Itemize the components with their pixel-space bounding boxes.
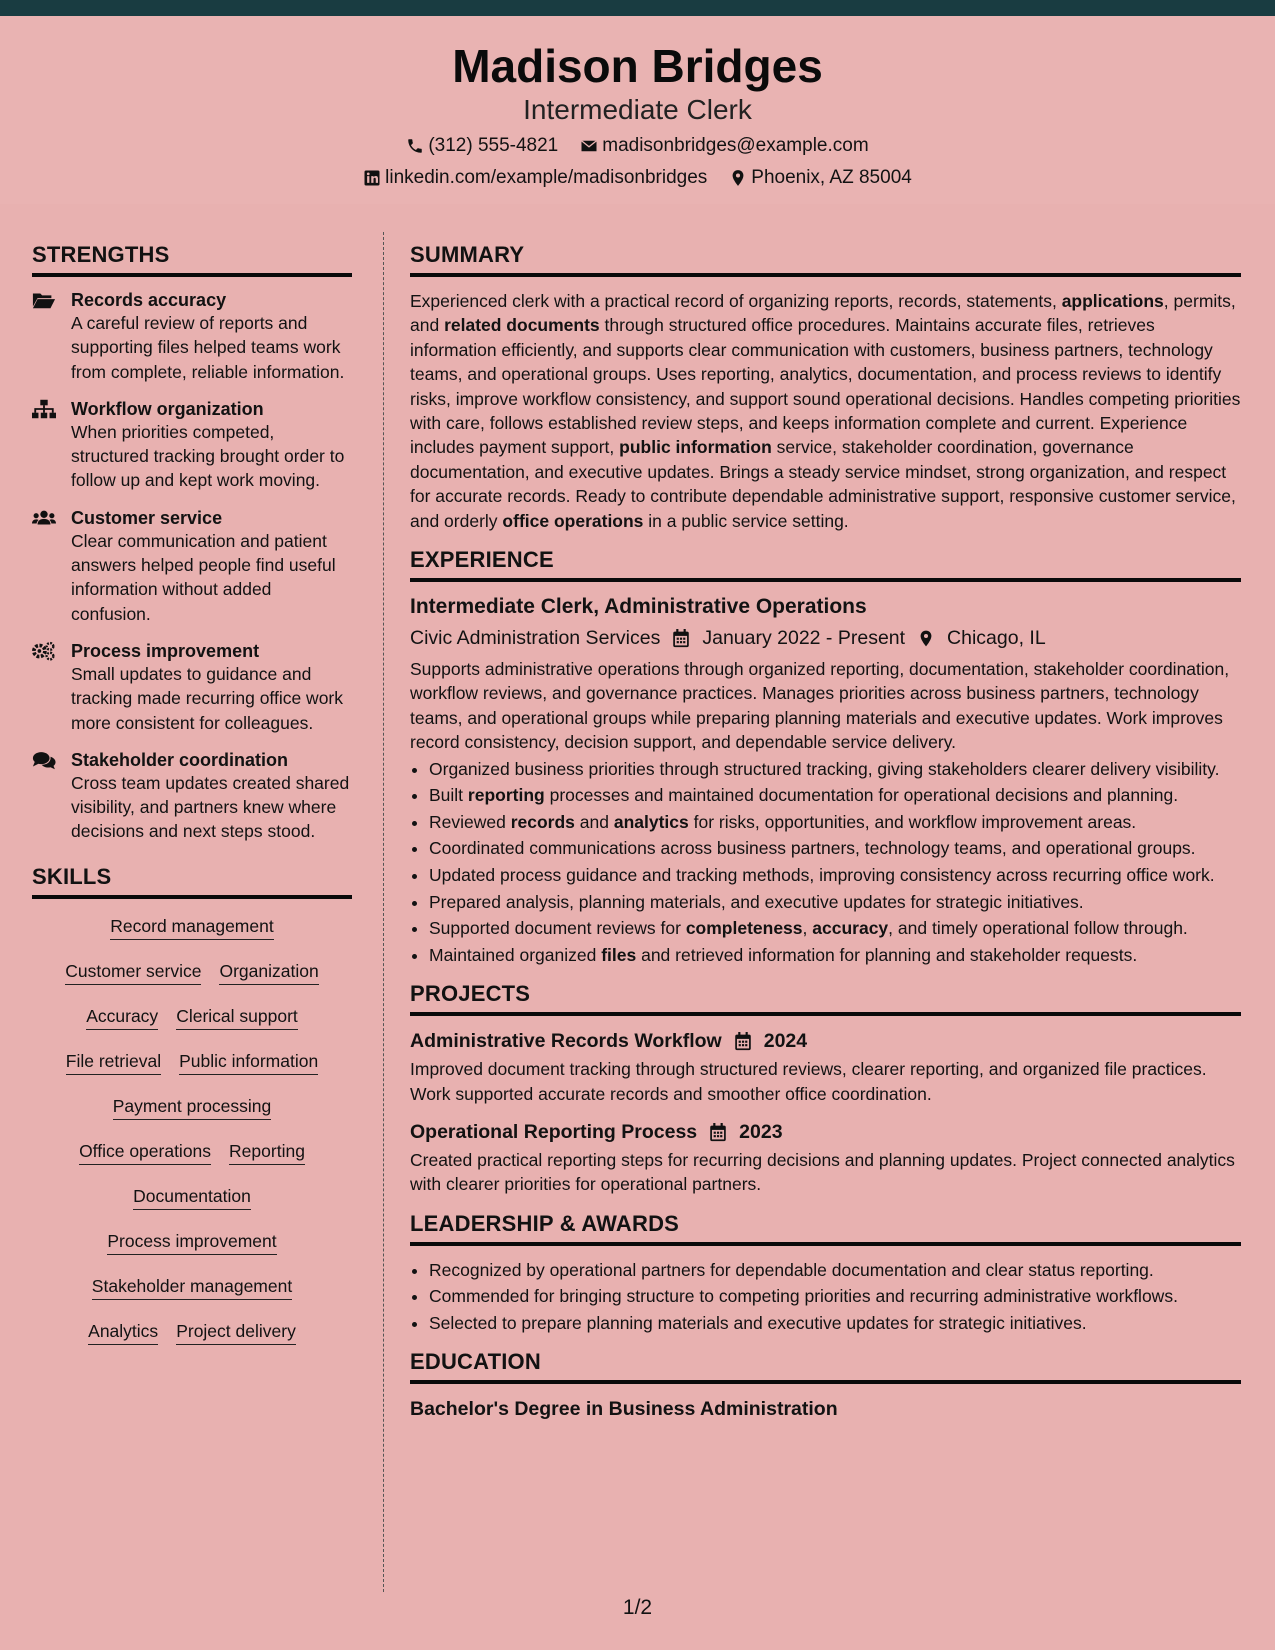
bullet-part: Built — [429, 785, 468, 806]
bullet-part: , — [802, 918, 813, 939]
strengths-heading: STRENGTHS — [32, 244, 352, 277]
strength-item — [32, 749, 352, 844]
company-name: Civic Administration Services — [410, 627, 661, 650]
job-bullet: • Updated process guidance and tracking methods, improving consistency across recurring office work. — [429, 863, 1241, 887]
skills-heading: SKILLS — [32, 866, 352, 899]
skill-row — [32, 1095, 352, 1140]
skill-row — [32, 1185, 352, 1230]
job-description: Supports administrative operations through organized reporting, documentation, stakeholder coordination, workflow reviews, and governance practices. Manages priorities across business partners, technology teams, and operational groups while preparing planning materials and executive updates. Work improves record consistency, decision support, and dependable service delivery. — [410, 659, 1230, 753]
skill-row — [32, 1230, 352, 1275]
leadership-list — [410, 1258, 1241, 1336]
skill-tag: Analytics — [88, 1320, 158, 1345]
strength-item — [32, 398, 352, 493]
candidate-name: Madison Bridges — [452, 40, 823, 92]
gears-icon — [32, 641, 56, 661]
calendar-icon — [672, 629, 690, 648]
comments-icon — [32, 750, 56, 770]
sitemap-icon — [32, 399, 56, 419]
email-text[interactable]: madisonbridges@example.com — [602, 135, 869, 156]
strength-title: Process improvement — [71, 640, 260, 661]
summary-keyword: related documents — [444, 315, 600, 336]
project-year: 2024 — [763, 1030, 808, 1053]
skill-tag: Customer service — [65, 960, 201, 985]
page-number: 1/2 — [622, 1596, 653, 1619]
projects-heading: PROJECTS — [410, 983, 1241, 1016]
project-name: Administrative Records Workflow — [410, 1030, 722, 1053]
bullet-part: Reviewed — [429, 811, 511, 832]
skill-tag: Documentation — [133, 1185, 251, 1210]
skill-tag: File retrieval — [66, 1050, 161, 1075]
top-accent-bar — [0, 0, 1275, 16]
summary-keyword: public information — [619, 437, 772, 458]
skill-tag: Payment processing — [113, 1095, 272, 1120]
bullet-part: and — [574, 811, 614, 832]
bullet-keyword: completeness — [685, 918, 803, 939]
bullet-part: , and timely operational follow through. — [888, 918, 1188, 939]
summary-keyword: applications — [1061, 291, 1164, 311]
leadership-item: • Recognized by operational partners for dependable documentation and clear status reporting. — [429, 1258, 1241, 1282]
strength-item — [32, 507, 352, 626]
skill-tag: Project delivery — [176, 1320, 296, 1345]
phone-text: (312) 555-4821 — [428, 135, 559, 156]
strength-item — [32, 640, 352, 735]
skill-tag: Process improvement — [107, 1230, 276, 1255]
skill-tag: Office operations — [79, 1140, 211, 1165]
strength-title: Records accuracy — [71, 290, 227, 310]
phone-contact — [406, 136, 558, 155]
left-column — [32, 244, 352, 1365]
linkedin-text[interactable]: linkedin.com/example/madisonbridges — [385, 167, 708, 188]
leadership-item: • Commended for bringing structure to competing priorities and recurring administrative workflows. — [429, 1284, 1241, 1308]
summary-keyword: office operations — [502, 510, 644, 531]
degree-title: Bachelor's Degree in Business Administration — [410, 1398, 838, 1421]
strength-desc: Clear communication and patient answers helped people find useful information without added confusion. — [71, 530, 336, 624]
skill-row — [32, 1320, 352, 1365]
strength-desc: Small updates to guidance and tracking made recurring office work more consistent for colleagues. — [71, 663, 344, 733]
bullet-keyword: accuracy — [812, 918, 889, 939]
job-bullet: • Organized business priorities through structured tracking, giving stakeholders clearer delivery visibility. — [429, 757, 1241, 781]
education-heading: EDUCATION — [410, 1351, 1241, 1384]
users-icon — [32, 508, 56, 528]
strength-desc: A careful review of reports and supporting files helped teams work from complete, reliable information. — [71, 313, 345, 382]
summary-heading: SUMMARY — [410, 244, 1241, 277]
job-bullet — [429, 916, 1241, 940]
bullet-part: and retrieved information for planning and stakeholder requests. — [636, 944, 1138, 965]
skill-tag: Clerical support — [176, 1005, 298, 1030]
envelope-icon — [580, 137, 598, 155]
summary-part: Experienced clerk with a practical record of organizing reports, records, statements, — [410, 291, 1062, 311]
project-title — [410, 1119, 1241, 1145]
bullet-keyword: reporting — [467, 785, 545, 806]
skill-row — [32, 1005, 352, 1050]
bullet-keyword: files — [601, 944, 637, 965]
job-location: Chicago, IL — [947, 627, 1046, 650]
skill-tag: Record management — [110, 915, 273, 940]
skills-list — [32, 915, 352, 1365]
skill-row — [32, 1140, 352, 1185]
experience-heading: EXPERIENCE — [410, 549, 1241, 582]
job-bullet — [429, 810, 1241, 834]
job-bullet — [429, 943, 1241, 967]
skill-tag: Public information — [179, 1050, 318, 1075]
bullet-part: processes and maintained documentation for operational decisions and planning. — [544, 785, 1179, 806]
project-title — [410, 1028, 1241, 1054]
bullet-part: for risks, opportunities, and workflow improvement areas. — [688, 811, 1137, 832]
linkedin-icon — [363, 169, 381, 187]
job-bullets — [410, 757, 1241, 968]
contact-line-1 — [0, 136, 1275, 155]
column-divider — [383, 232, 384, 1592]
map-marker-icon — [729, 169, 747, 187]
project-description: Created practical reporting steps for recurring decisions and planning updates. Project connected analytics with clearer priorities for operational partners. — [410, 1150, 1235, 1195]
bullet-keyword: analytics — [613, 811, 689, 832]
contact-line-2 — [0, 168, 1275, 187]
skill-tag: Reporting — [229, 1140, 305, 1165]
skill-row — [32, 915, 352, 960]
job-meta — [410, 625, 1241, 651]
strength-item — [32, 289, 352, 384]
skill-tag: Stakeholder management — [92, 1275, 292, 1300]
strength-desc: When priorities competed, structured tracking brought order to follow up and kept work moving. — [71, 421, 345, 491]
folder-open-icon — [32, 290, 56, 310]
skill-tag: Accuracy — [86, 1005, 158, 1030]
bullet-part: Supported document reviews for — [429, 918, 686, 939]
resume-header — [0, 16, 1275, 204]
job-bullet: • Prepared analysis, planning materials, and executive updates for strategic initiatives. — [429, 890, 1241, 914]
summary-part: through structured office procedures. Maintains accurate files, retrieves information efficiently, and supports clear communication with customers, business partners, technology teams, and operational groups. Uses reporting, analytics, documentation, and process reviews to identify risks, improve workflow consistency, and support sound operational decisions. Handles competing priorities with care, follows established review steps, and keeps information complete and current. Experience includes payment support, — [410, 315, 1241, 458]
strength-title: Stakeholder coordination — [71, 749, 289, 770]
summary-part: , permits, and — [410, 291, 1236, 336]
bullet-keyword: records — [510, 811, 575, 832]
location-text: Phoenix, AZ 85004 — [751, 167, 912, 188]
skill-row — [32, 1050, 352, 1095]
calendar-icon — [734, 1032, 752, 1051]
job-bullet: • Coordinated communications across business partners, technology teams, and operational groups. — [429, 836, 1241, 860]
job-bullet — [429, 783, 1241, 807]
job-title: Intermediate Clerk, Administrative Operations — [410, 595, 867, 619]
location-contact — [729, 168, 912, 187]
summary-text — [410, 289, 1241, 533]
linkedin-contact[interactable] — [363, 168, 707, 187]
skill-row — [32, 1275, 352, 1320]
map-marker-icon — [917, 629, 935, 648]
strength-desc: Cross team updates created shared visibility, and partners knew where decisions and next steps stood. — [71, 772, 350, 842]
leadership-heading: LEADERSHIP & AWARDS — [410, 1213, 1241, 1246]
skill-row — [32, 960, 352, 1005]
leadership-item: • Selected to prepare planning materials and executive updates for strategic initiatives. — [429, 1311, 1241, 1335]
project-description: Improved document tracking through structured reviews, clearer reporting, and organized file practices. Work supported accurate records and smoother office coordination. — [410, 1059, 1207, 1104]
phone-icon — [406, 137, 424, 155]
candidate-role: Intermediate Clerk — [523, 94, 752, 125]
summary-part: service, stakeholder coordination, governance documentation, and executive updates. Brings a steady service mindset, strong organization, and respect for accurate records. Ready to contribute dependable administrative support, responsive customer service, and orderly — [410, 437, 1236, 531]
project-name: Operational Reporting Process — [410, 1121, 698, 1144]
job-dates: January 2022 - Present — [702, 627, 906, 650]
right-column — [410, 244, 1241, 1422]
bullet-part: Maintained organized — [429, 944, 602, 965]
email-contact[interactable] — [580, 136, 868, 155]
strength-title: Workflow organization — [71, 398, 264, 419]
summary-part: in a public service setting. — [643, 510, 849, 531]
strength-title: Customer service — [71, 507, 223, 528]
skill-tag: Organization — [219, 960, 318, 985]
project-year: 2023 — [739, 1121, 783, 1144]
calendar-icon — [709, 1123, 727, 1142]
